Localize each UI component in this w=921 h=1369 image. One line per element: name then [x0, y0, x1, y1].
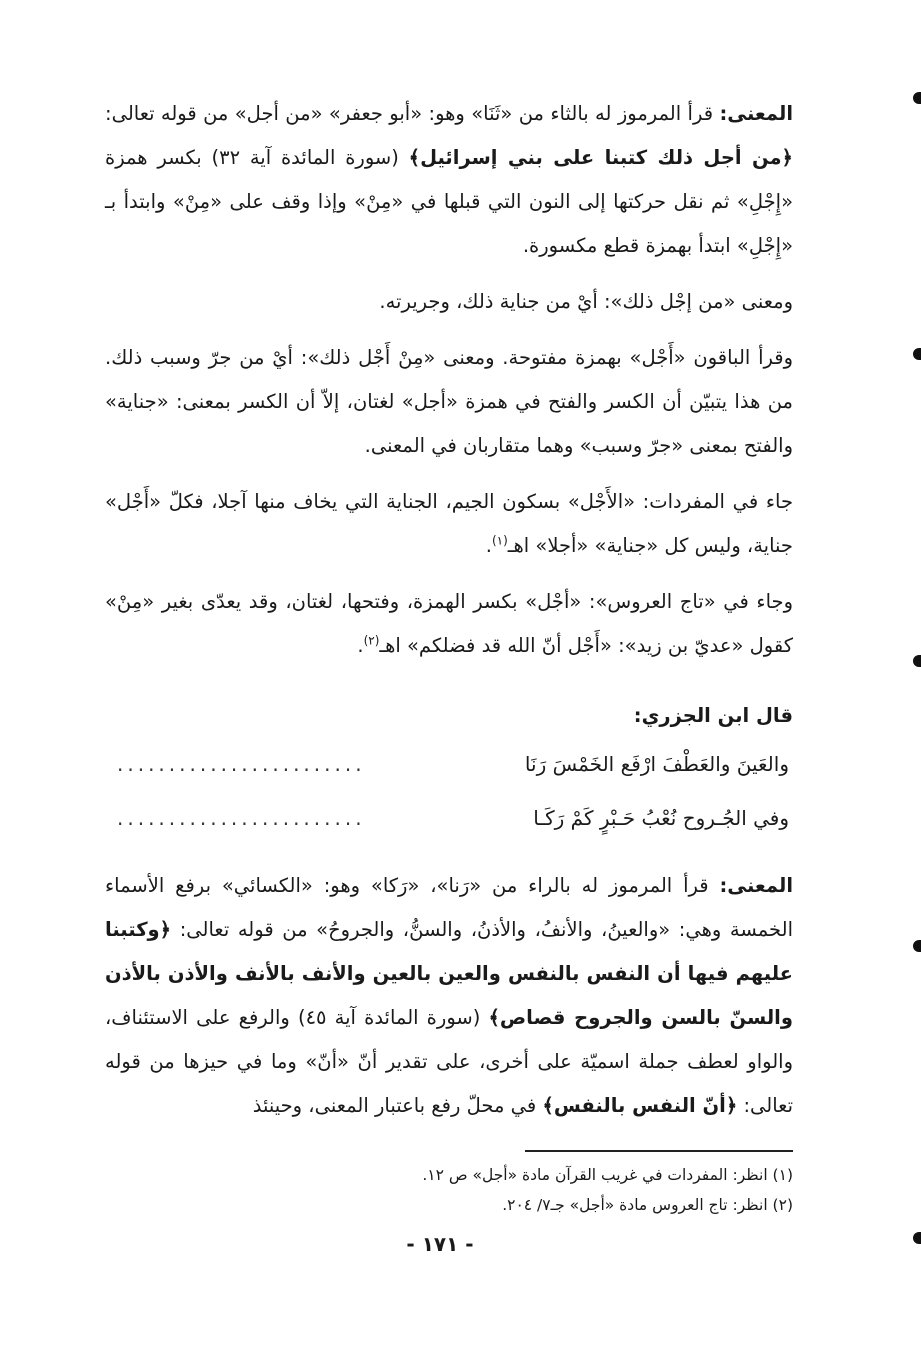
- footnote: (١) انظر: المفردات في غريب القرآن مادة «أجل» ص ١٢.: [422, 1166, 793, 1184]
- paragraph-text: قرأ المرموز له بالراء من «رَنا»، «رَكا» وهو: «الكسائي» برفع الأسماء الخمسة وهي: «والعينُ، والأنفُ، والأذنُ، والسنُّ، والجروحُ» من قوله تعالى:: [105, 874, 793, 941]
- poem-line: [105, 796, 793, 840]
- poem-hemistich: وفي الجُـروح نُعْبُ حَـبْرٍ كَمْ رَكَـا: [533, 806, 789, 830]
- main-text: [105, 92, 793, 1140]
- paragraph: [105, 480, 793, 568]
- margin-mark: [913, 92, 921, 104]
- paragraph-text: في محلّ رفع باعتبار المعنى، وحينئذ: [252, 1094, 537, 1117]
- paragraph: [105, 280, 793, 324]
- margin-mark: [913, 940, 921, 952]
- paragraph-text: (سورة المائدة آية ٤٥) والرفع على الاستئناف، والواو لعطف جملة اسميّة على أخرى، على تقدير أنّ «أنّ» وما في حيزها من قوله تعالى:: [105, 1006, 793, 1117]
- margin-mark: [913, 1232, 921, 1244]
- paragraph-end: .: [357, 634, 364, 657]
- section-heading: قال ابن الجزري:: [633, 704, 793, 727]
- footnotes: [300, 1160, 793, 1220]
- quran-verse: ﴿من أجل ذلك كتبنا على بني إسرائيل﴾: [408, 146, 793, 169]
- paragraph-text: جاء في المفردات: «الأَجْل» بسكون الجيم، الجناية التي يخاف منها آجلا، فكلّ «أَجْل» جناية، وليس كل «جناية» «أجلا» اهـ: [105, 490, 793, 557]
- footnote-ref[interactable]: (٢): [363, 633, 380, 648]
- footnote-ref[interactable]: (١): [491, 533, 508, 548]
- paragraph: [105, 336, 793, 468]
- footnote: (٢) انظر: تاج العروس مادة «أجل» جـ٧/ ٢٠٤.: [502, 1196, 793, 1214]
- paragraph-text: وقرأ الباقون «أَجْل» بهمزة مفتوحة. ومعنى «مِنْ أَجْل ذلك»: أيْ من جرّ وسبب ذلك. من هذا يتبيّن أن الكسر والفتح في همزة «أجل» لغتان، إلاّ أن الكسر بمعنى: «جناية» والفتح بمعنى «جرّ وسبب» وهما متقاربان في المعنى.: [105, 346, 793, 457]
- footnote-divider: [525, 1150, 793, 1152]
- paragraph: [105, 580, 793, 668]
- paragraph-text: وجاء في «تاج العروس»: «أجْل» بكسر الهمزة، وفتحها، لغتان، وقد يعدّى بغير «مِنْ» كقول «عديّ بن زيد»: «أَجْل أنّ الله قد فضلكم» اهـ: [105, 590, 793, 657]
- paragraph-text: (سورة المائدة آية ٣٢) بكسر همزة «إِجْلِ» ثم نقل حركتها إلى النون التي قبلها في «مِنْ» وإذا وقف على «مِنْ» وابتدأ بـ «إِجْلِ» ابتدأ بهمزة قطع مكسورة.: [105, 146, 793, 257]
- margin-mark: [913, 655, 921, 667]
- paragraph-text: ومعنى «من إجْل ذلك»: أيْ من جناية ذلك، وجريرته.: [379, 290, 793, 313]
- paragraph-end: .: [485, 534, 492, 557]
- paragraph-text: قرأ المرموز له بالثاء من «ثَنَا» وهو: «أبو جعفر» «من أجل» من قوله تعالى:: [105, 102, 714, 125]
- quran-verse: ﴿أنّ النفس بالنفس﴾: [542, 1094, 738, 1117]
- poem: [105, 742, 793, 858]
- paragraph-lead: المعنى:: [719, 102, 794, 125]
- poem-dots: ........................: [117, 752, 366, 776]
- poem-dots: ........................: [117, 806, 366, 830]
- poem-hemistich: والعَينَ والعَطْفَ ارْفَع الخَمْسَ رَنَا: [524, 752, 789, 776]
- paragraph: [105, 92, 793, 268]
- paragraph-lead: المعنى:: [719, 874, 794, 897]
- quran-verse: ﴿وكتبنا عليهم فيها أن النفس بالنفس والعين بالعين والأنف بالأنف والأذن بالأذن والسنّ بالسن والجروح قصاص﴾: [105, 918, 793, 1029]
- poem-line: [105, 742, 793, 786]
- page-number: - ١٧١ -: [406, 1232, 474, 1256]
- paragraph: [105, 864, 793, 1128]
- margin-mark: [913, 348, 921, 360]
